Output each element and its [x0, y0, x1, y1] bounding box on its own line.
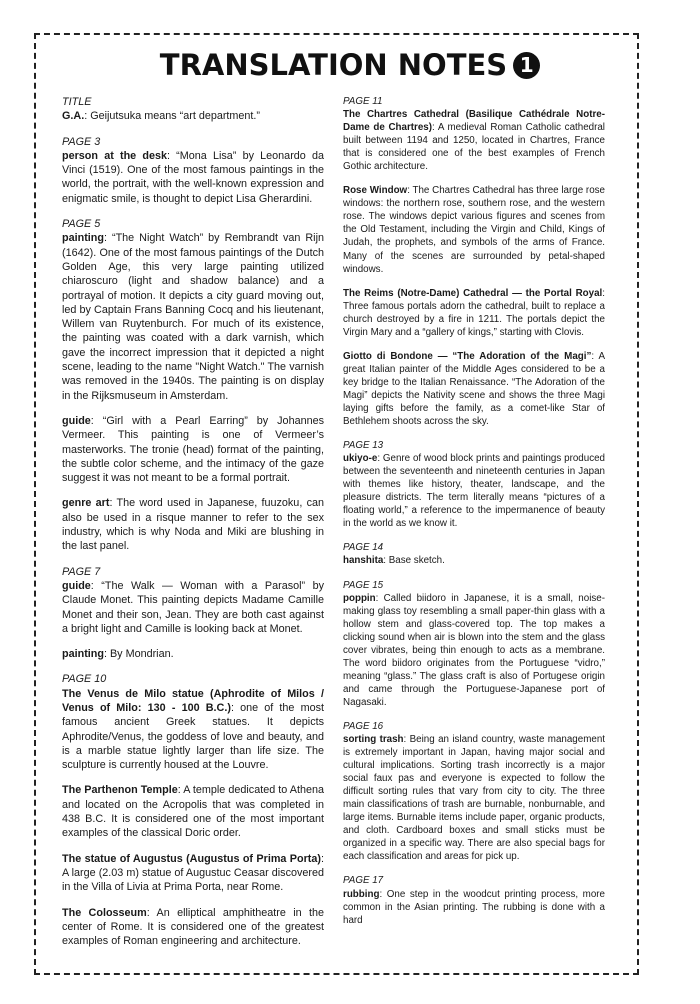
note-term: person at the desk	[62, 149, 167, 162]
page-label: PAGE 15	[343, 579, 384, 591]
note-section	[343, 95, 605, 428]
translation-note	[62, 496, 324, 553]
translation-note	[343, 350, 605, 428]
translation-note	[62, 852, 324, 895]
translation-note	[343, 108, 605, 173]
translation-note	[343, 733, 605, 863]
translation-note	[62, 579, 324, 636]
page-label: PAGE 16	[343, 720, 384, 732]
note-text: : One step in the woodcut printing process, more common in the Asian printing. The rubbing is done with a hard	[343, 888, 605, 926]
note-text: : An elliptical amphitheatre in the center of Rome. It is considered one of the greatest examples of Roman engineering and architecture.	[62, 906, 324, 948]
note-text: : By Mondrian.	[103, 648, 174, 661]
note-section	[62, 135, 324, 206]
volume-number-badge: 1	[513, 52, 540, 79]
note-term: poppin	[343, 592, 376, 604]
note-text: : The word used in Japanese, fuuzoku, can also be used in a risque manner to refer to the sex industry, which is why Noda and Miki are blushing in the last panel.	[62, 497, 324, 553]
note-term: sorting trash	[343, 734, 404, 746]
note-text: : A temple dedicated to Athena and located on the Acropolis that was completed in 438 B.C. It is considered one of the most important examples of the classical Doric order.	[62, 784, 324, 840]
note-text: : Base sketch.	[383, 555, 445, 567]
note-text: : Three famous portals adorn the cathedral, built to replace a church destroyed by a fire in 1211. The portals depict the Virgin Mary and a “gallery of kings,” starting with Clovis.	[343, 287, 605, 338]
note-text: : Called biidoro in Japanese, it is a small, noise-making glass toy resembling a small paper-thin glass with a hollow stem and glass-covered top. The top makes a clicking sound when air is blown into the stem and the glass cover vibrates, being thin enough to acts as a membrane. The word biidoro originates from the Portuguese “vidro,” meaning “glass.” The glass craft is also of Portugese origin and came through the Portuguese-Japanese port of Nagasaki.	[343, 592, 605, 708]
note-term: The statue of Augustus (Augustus of Prima Porta)	[62, 852, 321, 865]
note-term: The Parthenon Temple	[62, 784, 178, 797]
note-term: The Colosseum	[62, 906, 147, 919]
translation-note	[62, 647, 324, 661]
note-text: : A great Italian painter of the Middle Ages considered to be a key bridge to the Italian Renaissance. “The Adoration of the Magi” depicts the Nativity scene and shows the three Magi laying gifts before the family, as a comet-like Star of Bethlehem shoots across the sky.	[343, 350, 605, 428]
note-term: rubbing	[343, 888, 380, 900]
note-text: : “The Night Watch” by Rembrandt van Rijn (1642). One of the most famous paintings of the Dutch Golden Age, this very large painting utilized chiaroscuro (light and shadow balance) and a portrayal of motion. It depicts a city guard moving out, led by Captain Frans Banning Cocq and his lieutenant, Willem van Ruytenburch. For much of its existence, the painting was coated with a dark varnish, which gave the incorrect impression that it depicted a night scene, leading to the name "Night Watch." The varnish was removed in the 1940s. The painting is on display in the Rijksmuseum in Amsterdam.	[62, 232, 324, 402]
note-text: : “Mona Lisa” by Leonardo da Vinci (1519). One of the most famous paintings in the world, the portrait, with the well-known expression and enigmatic smile, is thought to depict Lisa Gherardini.	[62, 149, 324, 205]
left-column	[62, 95, 324, 959]
translation-note	[343, 287, 605, 339]
page-label: PAGE 14	[343, 542, 384, 554]
page-label: PAGE 17	[343, 875, 384, 887]
translation-note	[62, 109, 324, 123]
translation-note	[343, 184, 605, 275]
translation-note	[62, 149, 324, 206]
page-label: TITLE	[62, 96, 92, 108]
page-label: PAGE 3	[62, 135, 101, 148]
note-term: G.A.	[62, 110, 85, 123]
note-section	[343, 874, 605, 926]
note-term: guide	[62, 579, 91, 592]
note-text: : A medieval Roman Catholic cathedral built between 1194 and 1250, located in Chartres, France that is considered one of the best examples of French Gothic architecture.	[343, 122, 605, 173]
note-section	[62, 217, 324, 554]
translation-note	[62, 783, 324, 840]
note-term: Giotto di Bondone — “The Adoration of the Magi”	[343, 350, 592, 362]
translation-note	[343, 554, 605, 567]
translation-note	[343, 592, 605, 709]
note-text: : one of the most famous ancient Greek statues. It depicts Aphrodite/Venus, the goddess of love and beauty, and is a marble statue lightly larger than life size. The sculpture is currently housed at the Louvre.	[62, 701, 324, 772]
note-section	[343, 720, 605, 864]
page-label: PAGE 7	[62, 565, 101, 578]
note-term: guide	[62, 414, 91, 427]
note-section	[62, 95, 324, 124]
note-term: genre art	[62, 497, 110, 510]
translation-note	[343, 452, 605, 530]
translation-note	[62, 906, 324, 949]
note-term: The Chartres Cathedral (Basilique Cathédrale Notre-Dame de Chartres)	[343, 109, 605, 134]
note-term: painting	[62, 648, 104, 661]
translation-note	[343, 888, 605, 927]
page-label: PAGE 10	[62, 673, 107, 686]
note-text: : A large (2.03 m) statue of Augustuc Ceasar discovered in the Villa of Livia at Prima Porta, near Rome.	[62, 852, 324, 894]
note-text: : Being an island country, waste management is extremely important in Japan, having major social and cultural implications. Sorting trash incorrectly is a major social faux pas and everyone is expected to follow the difficult sorting rules that vary from city to city. The three main classifications of trash are burnable, nonburnable, and large items. Burnable items include paper, organic products, and cloth. Cardboard boxes and small sticks must be organized in a specific way. There are also special bags for each classification and areas for pick up.	[343, 734, 605, 863]
note-section	[343, 579, 605, 709]
translation-note	[62, 231, 324, 403]
note-term: The Reims (Notre-Dame) Cathedral — the Portal Royal	[343, 287, 603, 299]
title-text: TRANSLATION NOTES	[159, 48, 508, 82]
note-text: : The Chartres Cathedral has three large rose windows: the northern rose, southern rose, and the western rose. The windows depict various figures and scenes from the Old Testament, including the Virgin and Child, Kings of Judah, the prophets, and symbols of the arms of France. Many of the scenes are surrounded by petal-shaped windows.	[343, 185, 605, 275]
note-section	[343, 541, 605, 567]
page-label: PAGE 13	[343, 440, 384, 452]
translation-note	[62, 687, 324, 773]
page-label: PAGE 11	[343, 96, 383, 107]
note-term: painting	[62, 232, 104, 245]
note-section	[62, 565, 324, 662]
note-section	[62, 672, 324, 948]
note-text: : “The Walk — Woman with a Parasol” by Claude Monet. This painting depicts Madame Camille Monet and their son, Jean. They are both cast against a bright light and Camille is looking back at Monet.	[62, 579, 324, 635]
page-title	[0, 48, 700, 82]
note-term: hanshita	[343, 555, 384, 567]
note-term: The Venus de Milo statue (Aphrodite of Milos / Venus of Milo: 130 - 100 B.C.)	[62, 687, 324, 714]
note-text: : Genre of wood block prints and paintings produced between the seventeenth and nineteenth centuries in Japan with themes like history, theater, landscape, and the pleasure districts. The term literally means “pictures of a floating world,” a reference to the impermanence of beauty in the world as we know it.	[343, 453, 605, 530]
note-text: : “Girl with a Pearl Earring” by Johannes Vermeer. This painting is one of Vermeer’s masterworks. The tronie (head) format of the painting, the subtle color scheme, and the intimacy of the gaze suggest it was not meant to be a formal portrait.	[62, 414, 324, 485]
note-section	[343, 439, 605, 530]
note-text: : Geijutsuka means “art department.”	[84, 110, 261, 123]
note-term: Rose Window	[343, 185, 408, 197]
right-column	[343, 95, 605, 938]
translation-note	[62, 414, 324, 485]
page-label: PAGE 5	[62, 218, 101, 231]
note-term: ukiyo-e	[343, 453, 378, 465]
